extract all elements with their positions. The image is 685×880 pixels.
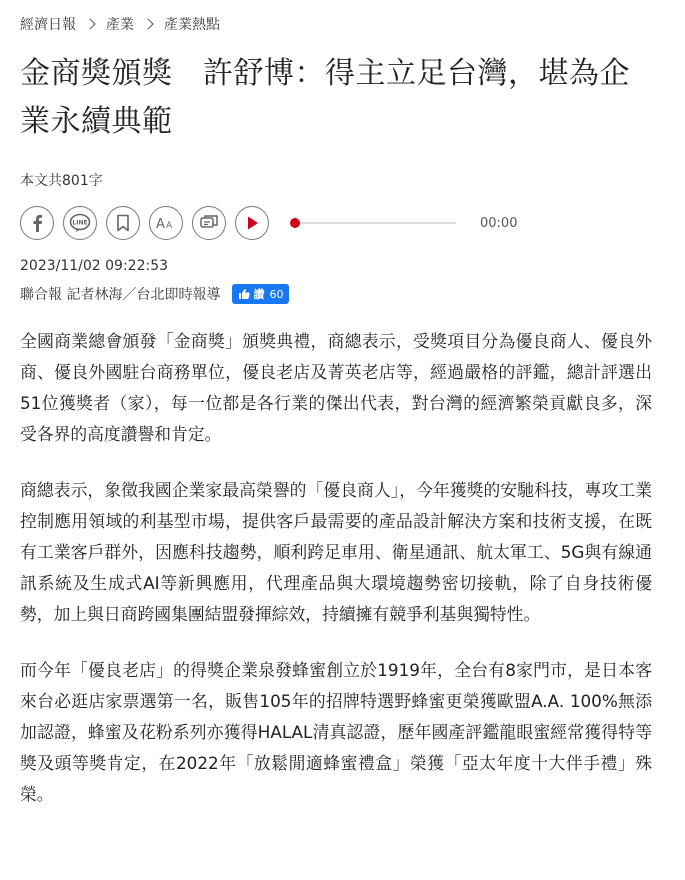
facebook-icon: [30, 214, 44, 232]
svg-text:A: A: [156, 217, 165, 231]
like-label: 讚: [253, 288, 265, 301]
share-facebook-button[interactable]: [20, 206, 54, 240]
facebook-like-button[interactable]: [232, 284, 289, 304]
article-body: [20, 326, 652, 835]
share-line-button[interactable]: [63, 206, 97, 240]
play-icon: [245, 215, 259, 231]
word-count: 本文共801字: [20, 173, 103, 189]
like-count: 60: [269, 287, 284, 301]
svg-text:LINE: LINE: [72, 219, 88, 227]
bookmark-icon: [116, 214, 130, 232]
audio-progress-slider[interactable]: [290, 206, 460, 240]
byline-row: [20, 284, 289, 304]
chevron-right-icon: [84, 18, 95, 29]
line-icon: [69, 213, 91, 233]
svg-text:A: A: [166, 221, 173, 231]
thumbs-up-icon: [238, 288, 250, 300]
article-paragraph: 而今年「優良老店」的得獎企業泉發蜂蜜創立於1919年，全台有8家門市，是日本客來台必逛店家票選第一名，販售105年的招牌特選野蜂蜜更榮獲歐盟A.A. 100%無添加認證，蜂蜜及花粉系列亦獲得HALAL清真認證，歷年國產評鑑龍眼蜜經常獲得特等獎及頭等獎肯定，在2022年「放鬆閒適蜂蜜禮盒」榮獲「亞太年度十大伴手禮」殊榮。: [20, 660, 652, 804]
font-size-button[interactable]: [149, 206, 183, 240]
article-title: 金商獎頒獎 許舒博：得主立足台灣，堪為企業永續典範: [20, 56, 630, 139]
comment-button[interactable]: [192, 206, 226, 240]
chevron-right-icon: [142, 18, 153, 29]
byline: 聯合報 記者林海／台北即時報導: [20, 287, 221, 303]
breadcrumb: [20, 14, 220, 34]
article-paragraph: 商總表示，象徵我國企業家最高榮譽的「優良商人」，今年獲獎的安馳科技，專攻工業控制應用領域的利基型市場，提供客戶最需要的產品設計解決方案和技術支援，在既有工業客戶群外，因應科技趨勢，順利跨足車用、衛星通訊、航太軍工、5G與有線通訊系統及生成式AI等新興應用，代理產品與大環境趨勢密切接軌，除了自身技術優勢，加上與日商跨國集團結盟發揮綜效，持續擁有競爭利基與獨特性。: [20, 480, 652, 624]
breadcrumb-item-edn[interactable]: 經濟日報: [20, 17, 76, 33]
audio-progress-knob[interactable]: [290, 218, 300, 228]
audio-play-button[interactable]: [235, 206, 269, 240]
comment-icon: [199, 214, 219, 232]
font-size-icon: [156, 215, 176, 231]
article-toolbar: [20, 205, 640, 241]
audio-time: 00:00: [480, 215, 518, 231]
breadcrumb-item-industry-hot[interactable]: 產業熱點: [164, 17, 220, 33]
breadcrumb-item-industry[interactable]: 產業: [106, 17, 134, 33]
article-paragraph: 全國商業總會頒發「金商獎」頒獎典禮，商總表示，受獎項目分為優良商人、優良外商、優良外國駐台商務單位，優良老店及菁英老店等，經過嚴格的評鑑，總計評選出51位獲獎者（家），每一位都是各行業的傑出代表，對台灣的經濟繁榮貢獻良多，深受各界的高度讚譽和肯定。: [20, 331, 652, 444]
audio-progress-track: [294, 222, 456, 224]
publish-datetime: 2023/11/02 09:22:53: [20, 258, 169, 274]
bookmark-button[interactable]: [106, 206, 140, 240]
